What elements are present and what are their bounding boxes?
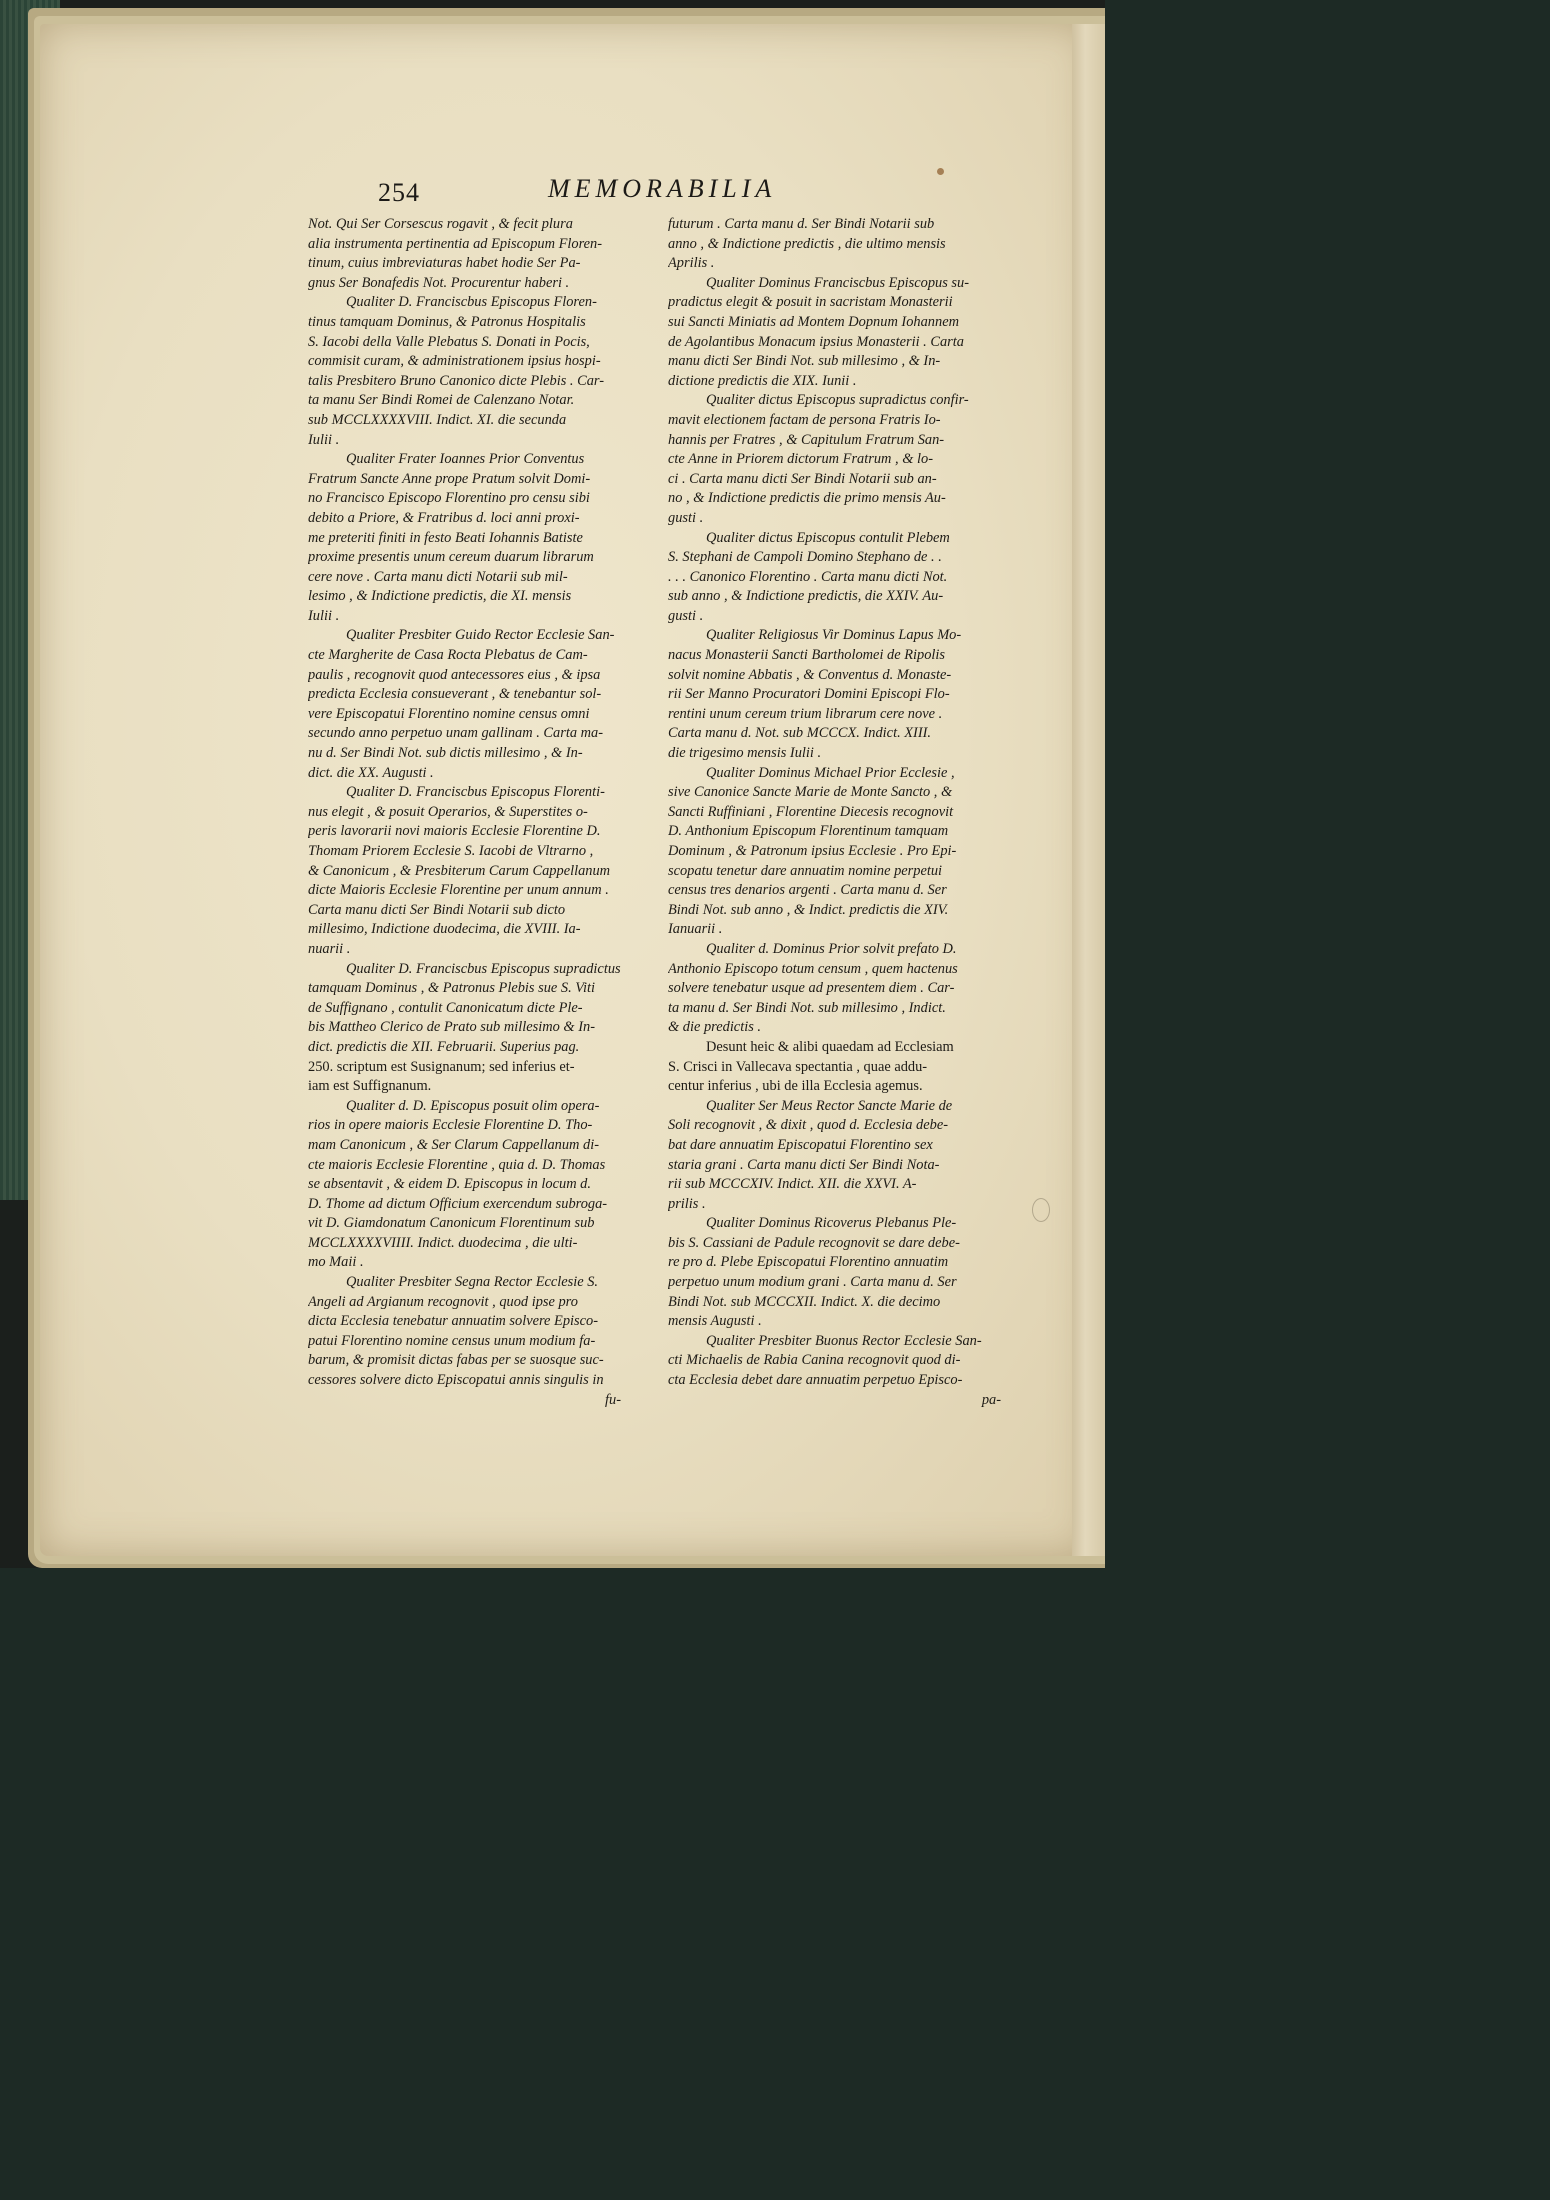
text-line: & Canonicum , & Presbiterum Carum Cappellanum	[308, 862, 611, 879]
text-line: futurum . Carta manu d. Ser Bindi Notarii sub	[668, 216, 935, 232]
left-text-column	[308, 215, 651, 1410]
text-line: fu-	[605, 1391, 621, 1408]
text-line: vit D. Giamdonatum Canonicum Florentinum sub	[308, 1215, 595, 1232]
text-line: pa-	[981, 1391, 1001, 1408]
text-line: & die predictis .	[668, 1019, 761, 1036]
text-line: Dominum , & Patronum ipsius Ecclesie . Pro Epi-	[668, 843, 957, 859]
text-line: staria grani . Carta manu dicti Ser Bindi Nota-	[668, 1156, 940, 1173]
text-line: lesimo , & Indictione predictis, die XI. mensis	[308, 588, 572, 605]
text-line: S. Iacobi della Valle Plebatus S. Donati in Pocis,	[308, 333, 590, 350]
text-line: mo Maii .	[308, 1254, 364, 1271]
text-line: Qualiter Presbiter Segna Rector Ecclesie S.	[346, 1274, 599, 1291]
text-line: gusti .	[668, 607, 704, 624]
text-line: S. Crisci in Vallecava spectantia , quae addu-	[668, 1058, 928, 1075]
text-line: . . . Canonico Florentino . Carta manu dicti Not.	[668, 568, 948, 585]
text-line: Qualiter Dominus Michael Prior Ecclesie ,	[706, 764, 955, 781]
text-line: bis Mattheo Clerico de Prato sub millesimo & In-	[308, 1019, 595, 1036]
text-line: mam Canonicum , & Ser Clarum Cappellanum di-	[308, 1136, 600, 1153]
text-line: Qualiter Presbiter Guido Rector Ecclesie San-	[346, 627, 615, 644]
text-line: tamquam Dominus , & Patronus Plebis sue S. Viti	[308, 980, 596, 997]
text-line: dicte Maioris Ecclesie Florentine per unum annum .	[308, 882, 609, 899]
text-line: prilis .	[668, 1195, 706, 1212]
text-line: predicta Ecclesia consueverant , & tenebantur sol-	[308, 686, 602, 703]
text-line: MCCLXXXXVIIII. Indict. duodecima , die ulti-	[308, 1234, 578, 1251]
text-line: peris lavorarii novi maioris Ecclesie Florentine D.	[308, 823, 601, 840]
text-line: Iulii .	[308, 431, 340, 448]
text-line: gusti .	[668, 509, 704, 526]
text-line: Qualiter D. Franciscbus Episcopus supradictus	[346, 960, 621, 977]
text-line: Anthonio Episcopo totum censum , quem hactenus	[668, 960, 958, 977]
text-line: mavit electionem factam de persona Fratris Io-	[668, 411, 941, 428]
text-line: commisit curam, & administrationem ipsius hospi-	[308, 353, 601, 370]
text-line: Bindi Not. sub MCCCXII. Indict. X. die decimo	[668, 1293, 941, 1310]
text-line: manu dicti Ser Bindi Not. sub millesimo , & In-	[668, 353, 941, 370]
text-line: ta manu d. Ser Bindi Not. sub millesimo , Indict.	[668, 999, 946, 1016]
text-line: D. Anthonium Episcopum Florentinum tamquam	[668, 823, 949, 840]
text-line: Fratrum Sancte Anne prope Pratum solvit Domi-	[308, 470, 591, 487]
text-line: patui Florentino nomine census unum modium fa-	[308, 1332, 596, 1349]
text-line: alia instrumenta pertinentia ad Episcopum Floren-	[308, 235, 603, 252]
text-line: barum, & promisit dictas fabas per se suosque suc-	[308, 1352, 604, 1369]
text-line: paulis , recognovit quod antecessores eius , & ipsa	[308, 666, 601, 683]
text-line: de Agolantibus Monacum ipsius Monasterii . Carta	[668, 333, 964, 350]
text-line: mensis Augusti .	[668, 1313, 762, 1330]
text-line: Qualiter Ser Meus Rector Sancte Marie de	[706, 1097, 953, 1114]
text-line: rii Ser Manno Procuratori Domini Episcopi Flo-	[668, 686, 950, 703]
text-line: nacus Monasterii Sancti Bartholomei de Ripolis	[668, 647, 945, 664]
text-line: cere nove . Carta manu dicti Notarii sub mil-	[308, 568, 568, 585]
text-line: Qualiter d. D. Episcopus posuit olim opera-	[346, 1097, 600, 1114]
text-line: Soli recognovit , & dixit , quod d. Ecclesia debe-	[668, 1117, 949, 1134]
text-line: sui Sancti Miniatis ad Montem Dopnum Iohannem	[668, 313, 959, 330]
text-line: dictione predictis die XIX. Iunii .	[668, 372, 857, 389]
text-line: Ianuarii .	[668, 921, 723, 938]
text-line: scopatu tenetur dare annuatim nomine perpetui	[668, 862, 943, 879]
text-line: Qualiter d. Dominus Prior solvit prefato D.	[706, 940, 957, 957]
text-line: de Suffignano , contulit Canonicatum dicte Ple-	[308, 999, 583, 1016]
text-line: nus elegit , & posuit Operarios, & Superstites o-	[308, 803, 588, 820]
text-line: no , & Indictione predictis die primo mensis Au-	[668, 490, 946, 507]
text-line: cte Anne in Priorem dictorum Fratrum , & lo-	[668, 451, 933, 468]
text-line: dict. die XX. Augusti .	[308, 764, 434, 781]
text-line: die trigesimo mensis Iulii .	[668, 745, 822, 762]
text-line: pradictus elegit & posuit in sacristam Monasterii	[668, 294, 953, 311]
right-text-column	[668, 215, 1031, 1410]
text-line: rii sub MCCCXIV. Indict. XII. die XXVI. A-	[668, 1176, 917, 1193]
text-line: Qualiter Dominus Franciscbus Episcopus su-	[706, 274, 970, 291]
text-line: ta manu Ser Bindi Romei de Calenzano Notar.	[308, 392, 575, 409]
ink-stain	[937, 168, 944, 175]
text-line: nuarii .	[308, 940, 351, 957]
text-line: Qualiter Religiosus Vir Dominus Lapus Mo-	[706, 627, 962, 644]
text-line: bat dare annuatim Episcopatui Florentino sex	[668, 1136, 933, 1153]
text-line: Carta manu d. Not. sub MCCCX. Indict. XIII.	[668, 725, 932, 742]
text-line: anno , & Indictione predictis , die ultimo mensis	[668, 235, 946, 252]
text-line: census tres denarios argenti . Carta manu d. Ser	[668, 882, 947, 899]
text-line: vere Episcopatui Florentino nomine census omni	[308, 705, 590, 722]
text-line: Qualiter dictus Episcopus supradictus confir-	[706, 392, 969, 409]
text-line: rios in opere maioris Ecclesie Florentine D. Tho-	[308, 1117, 593, 1134]
text-line: Iulii .	[308, 607, 340, 624]
text-line: Carta manu dicti Ser Bindi Notarii sub dicto	[308, 901, 566, 918]
text-line: Qualiter D. Franciscbus Episcopus Floren-	[346, 294, 597, 311]
text-line: Not. Qui Ser Corsescus rogavit , & fecit plura	[308, 216, 573, 232]
facing-page-edge	[1072, 24, 1105, 1556]
text-line: Qualiter Frater Ioannes Prior Conventus	[346, 451, 585, 468]
text-line: sub anno , & Indictione predictis, die XXIV. Au-	[668, 588, 944, 605]
text-line: proxime presentis unum cereum duarum librarum	[308, 549, 594, 566]
text-line: bis S. Cassiani de Padule recognovit se dare debe-	[668, 1234, 960, 1251]
running-head: MEMORABILIA	[548, 174, 777, 203]
text-line: talis Presbitero Bruno Canonico dicte Plebis . Car-	[308, 372, 605, 389]
text-line: no Francisco Episcopo Florentino pro censu sibi	[308, 490, 590, 507]
text-line: Desunt heic & alibi quaedam ad Ecclesiam	[706, 1038, 954, 1055]
text-line: Angeli ad Argianum recognovit , quod ipse pro	[308, 1293, 578, 1310]
text-line: 250. scriptum est Susignanum; sed inferius et-	[308, 1058, 575, 1075]
page-hole-mark	[1032, 1198, 1050, 1222]
text-line: millesimo, Indictione duodecima, die XVIII. Ia-	[308, 921, 581, 938]
text-line: sub MCCLXXXXVIII. Indict. XI. die secunda	[308, 411, 567, 428]
text-line: cti Michaelis de Rabia Canina recognovit quod di-	[668, 1352, 961, 1369]
text-line: gnus Ser Bonafedis Not. Procurentur haberi .	[308, 274, 570, 291]
page-number: 254	[378, 178, 420, 207]
text-line: perpetuo unum modium grani . Carta manu d. Ser	[668, 1274, 957, 1291]
text-line: Aprilis .	[668, 255, 715, 272]
text-line: solvere tenebatur usque ad presentem diem . Car-	[668, 980, 955, 997]
text-line: D. Thome ad dictum Officium exercendum subroga-	[308, 1195, 608, 1212]
text-line: cta Ecclesia debet dare annuatim perpetuo Episco-	[668, 1372, 963, 1389]
text-line: me preteriti finiti in festo Beati Iohannis Batiste	[308, 529, 583, 546]
text-line: rentini unum cereum trium librarum cere nove .	[668, 705, 943, 722]
text-line: cte maioris Ecclesie Florentine , quia d. D. Thomas	[308, 1156, 606, 1173]
text-line: secundo anno perpetuo unam gallinam . Carta ma-	[308, 725, 603, 742]
text-line: Sancti Ruffiniani , Florentine Diecesis recognovit	[668, 803, 954, 820]
text-line: S. Stephani de Campoli Domino Stephano de . .	[668, 549, 942, 566]
text-line: cessores solvere dicto Episcopatui annis singulis in	[308, 1372, 604, 1389]
text-line: centur inferius , ubi de illa Ecclesia agemus.	[668, 1078, 923, 1095]
text-line: hannis per Fratres , & Capitulum Fratrum San-	[668, 431, 945, 448]
text-line: ci . Carta manu dicti Ser Bindi Notarii sub an-	[668, 470, 937, 487]
text-line: tinum, cuius imbreviaturas habet hodie Ser Pa-	[308, 255, 581, 272]
text-line: iam est Suffignanum.	[308, 1078, 432, 1095]
text-line: Qualiter D. Franciscbus Episcopus Florenti-	[346, 784, 605, 801]
text-line: re pro d. Plebe Episcopatui Florentino annuatim	[668, 1254, 949, 1271]
text-line: dicta Ecclesia tenebatur annuatim solvere Episco-	[308, 1313, 599, 1330]
text-line: Qualiter dictus Episcopus contulit Plebem	[706, 529, 950, 546]
text-line: debito a Priore, & Fratribus d. loci anni proxi-	[308, 509, 580, 526]
text-line: Qualiter Presbiter Buonus Rector Ecclesie San-	[706, 1332, 982, 1349]
text-line: dict. predictis die XII. Februarii. Superius pag.	[308, 1038, 580, 1055]
text-line: Thomam Priorem Ecclesie S. Iacobi de Vltrarno ,	[308, 843, 594, 859]
text-line: tinus tamquam Dominus, & Patronus Hospitalis	[308, 313, 586, 330]
text-line: se absentavit , & eidem D. Episcopus in locum d.	[308, 1176, 591, 1193]
text-line: cte Margherite de Casa Rocta Plebatus de Cam-	[308, 647, 588, 664]
text-line: sive Canonice Sancte Marie de Monte Sancto , &	[668, 784, 953, 801]
text-line: solvit nomine Abbatis , & Conventus d. Monaste-	[668, 666, 952, 683]
text-line: Qualiter Dominus Ricoverus Plebanus Ple-	[706, 1215, 957, 1232]
text-line: nu d. Ser Bindi Not. sub dictis millesimo , & In-	[308, 745, 583, 762]
text-line: Bindi Not. sub anno , & Indict. predictis die XIV.	[668, 901, 949, 918]
